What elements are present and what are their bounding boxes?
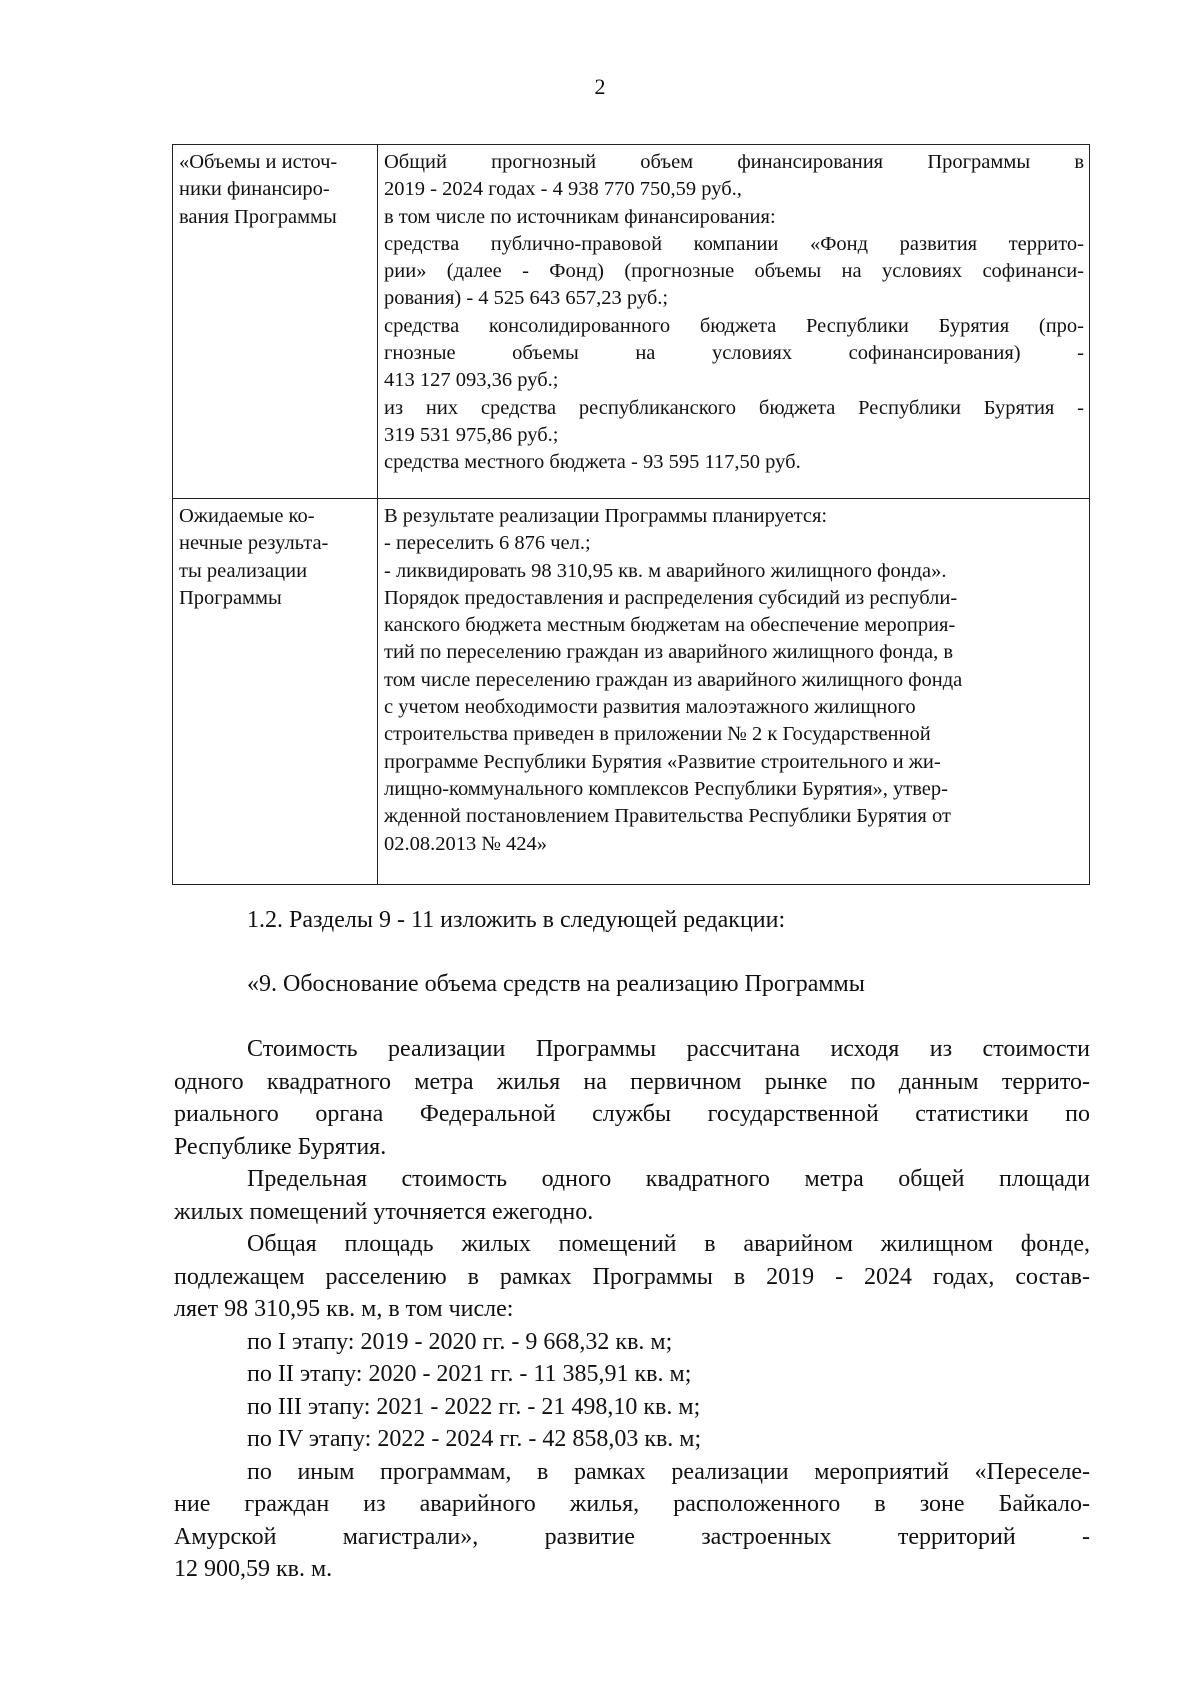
paragraph-line: риального органа Федеральной службы государственной статистики по (174, 1101, 1090, 1127)
stage-line: по IV этапу: 2022 - 2024 гг. - 42 858,03 кв. м; (247, 1426, 702, 1452)
funding-value-line: 413 127 093,36 руб.; (384, 369, 559, 392)
results-label-line: нечные результа- (179, 532, 329, 555)
funding-value-line: рии» (далее - Фонд) (прогнозные объемы на условиях софинанси- (384, 260, 1084, 283)
results-value-line: с учетом необходимости развития малоэтажного жилищного (384, 696, 916, 719)
funding-value-line: в том числе по источникам финансирования: (384, 205, 776, 228)
page-number: 2 (594, 74, 606, 99)
stage-line: по II этапу: 2020 - 2021 гг. - 11 385,91 кв. м; (247, 1361, 692, 1387)
paragraph-line: Амурской магистрали», развитие застроенных территорий - (174, 1523, 1090, 1550)
funding-value-line: 2019 - 2024 годах - 4 938 770 750,59 руб., (384, 178, 742, 201)
paragraph-line: Общая площадь жилых помещений в аварийном жилищном фонде, (247, 1231, 1090, 1257)
results-value-line: программе Республики Бурятия «Развитие строительного и жи- (384, 750, 941, 773)
cost-paragraph (174, 1033, 1090, 1586)
stage-line: по I этапу: 2019 - 2020 гг. - 9 668,32 кв. м; (247, 1328, 673, 1355)
funding-label-cell (173, 145, 378, 499)
program-passport-table (172, 144, 1090, 885)
paragraph-line: ляет 98 310,95 кв. м, в том числе: (174, 1296, 514, 1322)
results-value-line: Порядок предоставления и распределения субсидий из республи- (384, 586, 958, 609)
results-label-cell (173, 499, 378, 885)
table-row-funding (173, 145, 1090, 499)
results-value-line: - переселить 6 876 чел.; (384, 532, 591, 555)
paragraph-line: ние граждан из аварийного жилья, расположенного в зоне Байкало- (174, 1491, 1090, 1517)
section-heading (174, 968, 1090, 1001)
paragraph-line: по иным программам, в рамках реализации мероприятий «Переселе- (247, 1458, 1090, 1485)
results-value-cell (378, 499, 1090, 885)
funding-value-line: рования) - 4 525 643 657,23 руб.; (384, 287, 669, 310)
results-label-line: ты реализации (179, 559, 308, 582)
section-heading-line: «9. Обоснование объема средств на реализацию Программы (247, 971, 865, 997)
funding-label-line: ники финансиро- (179, 178, 330, 201)
funding-value-line: средства публично-правовой компании «Фонд развития террито- (384, 232, 1084, 255)
funding-value-line: из них средства республиканского бюджета Республики Бурятия - (384, 396, 1084, 419)
funding-value-line: гнозные объемы на условиях софинансирования) - (384, 342, 1084, 365)
results-value-line: В результате реализации Программы планируется: (384, 505, 828, 527)
paragraph-line: 12 900,59 кв. м. (174, 1556, 333, 1582)
results-label-line: Ожидаемые ко- (179, 505, 315, 527)
stage-line: по III этапу: 2021 - 2022 гг. - 21 498,10 кв. м; (247, 1393, 701, 1420)
results-label-line: Программы (179, 586, 282, 609)
amendment-line: 1.2. Разделы 9 - 11 изложить в следующей редакции: (247, 907, 786, 933)
paragraph-line: Республике Бурятия. (174, 1133, 387, 1160)
paragraph-line: Предельная стоимость одного квадратного метра общей площади (247, 1166, 1090, 1192)
paragraph-line: жилых помещений уточняется ежегодно. (174, 1198, 594, 1225)
funding-value-line: средства местного бюджета - 93 595 117,50 руб. (384, 451, 801, 474)
results-value-line: канского бюджета местным бюджетам на обеспечение мероприя- (384, 614, 956, 637)
paragraph-line: Стоимость реализации Программы рассчитана исходя из стоимости (247, 1036, 1090, 1062)
funding-value-cell (378, 145, 1090, 499)
funding-label-line: «Объемы и источ- (179, 151, 338, 173)
funding-value-line: средства консолидированного бюджета Республики Бурятия (про- (384, 314, 1084, 337)
results-value-line: жденной постановлением Правительства Республики Бурятия от (384, 805, 951, 828)
amendment-paragraph (174, 904, 1090, 937)
funding-value-line: 319 531 975,86 руб.; (384, 423, 559, 446)
results-value-line: тий по переселению граждан из аварийного жилищного фонда, в (384, 641, 954, 664)
table-row-results (173, 499, 1090, 885)
paragraph-line: подлежащем расселению в рамках Программы в 2019 - 2024 годах, состав- (174, 1263, 1090, 1290)
funding-label-line: вания Программы (179, 205, 337, 228)
results-value-line: - ликвидировать 98 310,95 кв. м аварийного жилищного фонда». (384, 559, 947, 582)
results-value-line: том числе переселению граждан из аварийного жилищного фонда (384, 668, 963, 691)
funding-value-line: Общий прогнозный объем финансирования Программы в (384, 151, 1084, 173)
results-value-line: лищно-коммунального комплексов Республики Бурятия», утвер- (384, 777, 948, 800)
results-value-line: 02.08.2013 № 424» (384, 832, 548, 855)
paragraph-line: одного квадратного метра жилья на первичном рынке по данным террито- (174, 1068, 1090, 1095)
results-value-line: строительства приведен в приложении № 2 к Государственной (384, 723, 931, 746)
